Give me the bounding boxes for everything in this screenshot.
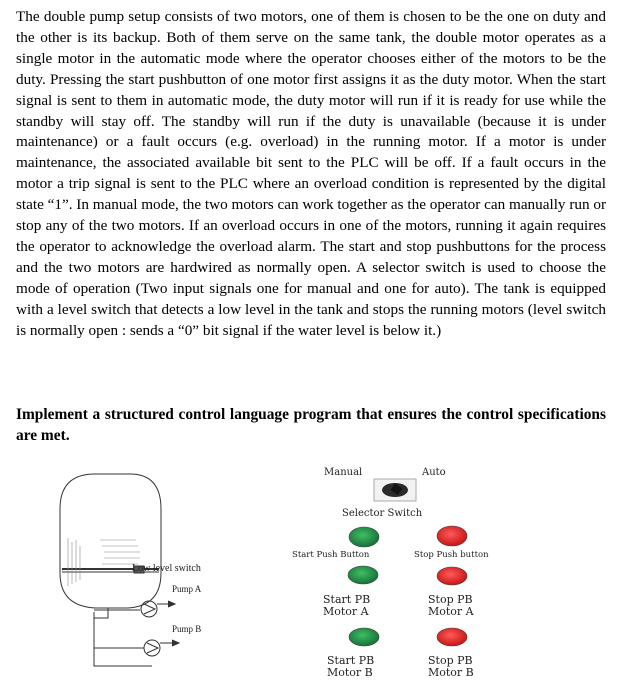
start-pb-motor-b[interactable] <box>349 628 379 646</box>
pump-a-label: Pump A <box>172 584 202 594</box>
task-statement: Implement a structured control language program that ensures the control specifications are met. <box>16 406 606 444</box>
tank-hatching <box>68 538 140 586</box>
manual-label: Manual <box>324 467 363 478</box>
start-pb-motor-b-label-line2: Motor B <box>327 666 373 679</box>
auto-label: Auto <box>422 467 446 478</box>
stop-pb-motor-b-label-line2: Motor B <box>428 666 474 679</box>
start-pb-motor-a-label-line2: Motor A <box>323 605 369 618</box>
tank-vessel <box>60 474 161 608</box>
outlet-pipe <box>94 608 152 666</box>
stop-push-button[interactable] <box>437 526 467 546</box>
start-pb-motor-a-label-line1: Start PB <box>323 593 371 606</box>
start-push-button[interactable] <box>349 527 379 547</box>
selector-switch[interactable] <box>374 479 416 501</box>
stop-pb-motor-a-label-line2: Motor A <box>428 605 474 618</box>
stop-push-button-label: Stop Push button <box>414 550 489 560</box>
start-push-button-label: Start Push Button <box>292 550 370 560</box>
selector-switch-label: Selector Switch <box>342 508 423 519</box>
problem-description: The double pump setup consists of two motors, one of them is chosen to be the one on duty and the other is its backup. Both of them serve on the same tank, the double motor operates as a single motor in the automatic mode where the operator chooses either of the motors to be the duty. Pressing the start pushbutton of one motor first assigns it as the duty motor. When the start signal is sent to them in automatic mode, the duty motor will run if it is ready for use while the standby will stay off. The standby will run if the duty is unavailable (because it is under maintenance) or a fault occurs (e.g. overload) in the running motor. If a motor is under maintenance, the associated available bit sent to the PLC will be off. If a fault occurs in the motor a trip signal is sent to the PLC where an overload condition is represented by the digital state “1”. In manual mode, the two motors can work together as the operator can manually run or stop any of the two motors. If an overload occurs in one of the motors, running it again requires the operator to acknowledge the overload alarm. The start and stop pushbuttons for the process and the two motors are hardwired as normally open. A selector switch is used to choose the mode of operation (Two input signals one for manual and one for auto). The tank is equipped with a level switch that detects a low level in the tank and stops the running motors (level switch is normally open : sends a “0” bit signal if the water level is below it.) <box>16 8 607 339</box>
stop-pb-motor-b[interactable] <box>437 628 467 646</box>
stop-pb-motor-b-label-line1: Stop PB <box>428 654 473 667</box>
low-level-switch-label: Low level switch <box>132 563 201 574</box>
stop-pb-motor-a-label-line1: Stop PB <box>428 593 473 606</box>
stop-pb-motor-a[interactable] <box>437 567 467 585</box>
start-pb-motor-b-label-line1: Start PB <box>327 654 375 667</box>
pump-b-label: Pump B <box>172 624 202 634</box>
start-pb-motor-a[interactable] <box>348 566 378 584</box>
